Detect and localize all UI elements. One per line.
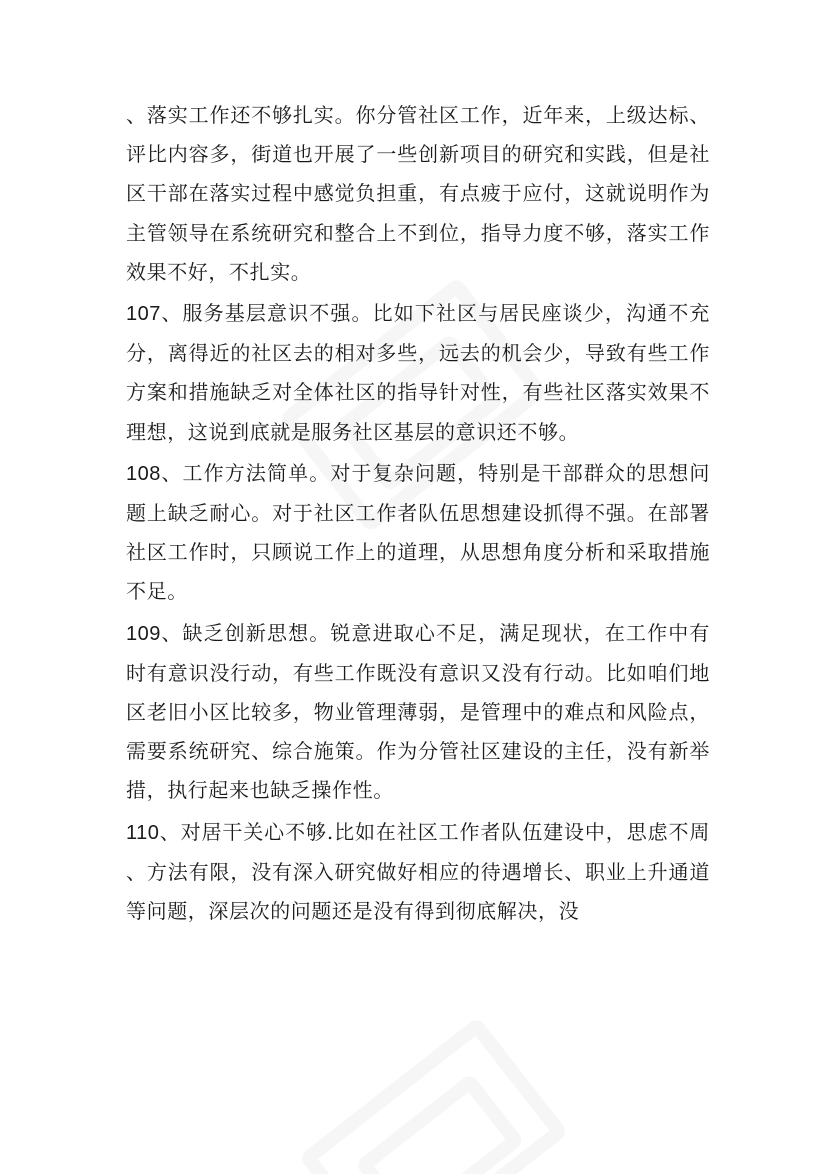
watermark-bottom	[274, 984, 597, 1174]
paragraph-text: 、缺乏创新思想。锐意进取心不足，满足现状，在工作中有时有意识没行动，有些工作既没有意识又没有行动。比如咱们地区老旧小区比较多，物业管理薄弱，是管理中的难点和风险点，需要系统研究、综合施策。作为分管社区建设的主任，没有新举措，执行起来也缺乏操作性。	[126, 620, 710, 803]
watermark-shape	[298, 1016, 569, 1174]
paragraph-number: 110	[126, 821, 160, 844]
paragraph-continuation	[126, 96, 710, 292]
paragraph-text: 、工作方法简单。对于复杂问题，特别是干部群众的思想问题上缺乏耐心。对于社区工作者队伍思想建设抓得不强。在部署社区工作时，只顾说工作上的道理，从思想角度分析和采取措施不足。	[126, 460, 710, 604]
paragraph-110	[126, 813, 710, 932]
paragraph-number: 108	[126, 462, 161, 485]
paragraph-number: 107	[126, 303, 161, 326]
watermark-shape	[354, 1072, 525, 1174]
paragraph-text: 、服务基层意识不强。比如下社区与居民座谈少，沟通不充分，离得近的社区去的相对多些，远去的机会少，导致有些工作方案和措施缺乏对全体社区的指导针对性，有些社区落实效果不理想，这说到底就是服务社区基层的意识还不够。	[126, 301, 710, 444]
paragraph-text: 、落实工作还不够扎实。你分管社区工作，近年来，上级达标、评比内容多，街道也开展了一些创新项目的研究和实践，但是社区干部在落实过程中感觉负担重，有点疲于应付，这就说明作为主管领导在系统研究和整合上不到位，指导力度不够，落实工作效果不好，不扎实。	[126, 103, 710, 284]
paragraph-text: 、对居干关心不够.比如在社区工作者队伍建设中，思虑不周、方法有限，没有深入研究做好相应的待遇增长、职业上升通道等问题，深层次的问题还是没有得到彻底解决，没	[126, 819, 710, 924]
paragraph-107	[126, 294, 710, 452]
document-body	[126, 96, 710, 931]
paragraph-108	[126, 454, 710, 612]
paragraph-number: 109	[126, 622, 161, 645]
paragraph-109	[126, 614, 710, 811]
